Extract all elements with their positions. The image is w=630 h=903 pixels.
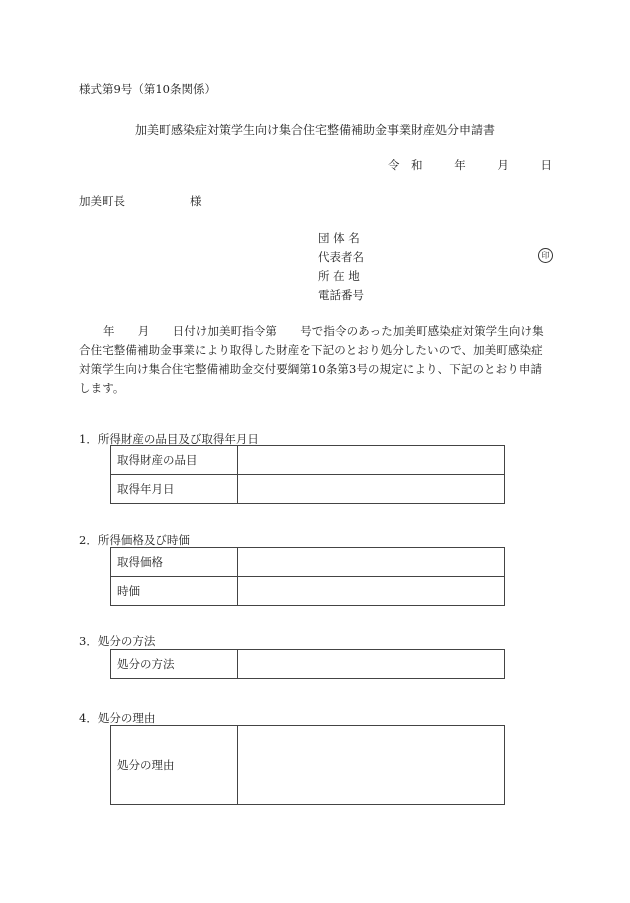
value-cell[interactable] (238, 548, 505, 577)
section-4-table (110, 725, 505, 805)
addressee-honorific: 様 (190, 194, 202, 208)
section-1-table (110, 445, 505, 504)
date-era: 令 和 (388, 158, 423, 172)
row-label: 処分の方法 (111, 650, 238, 679)
section-3-table (110, 649, 505, 679)
applicant-rep-label: 代表者名 (318, 250, 364, 264)
section-1-title: 1．所得財産の品目及び取得年月日 (79, 432, 259, 446)
section-2-table (110, 547, 505, 606)
row-label: 取得年月日 (111, 475, 238, 504)
value-cell[interactable] (238, 577, 505, 606)
value-cell[interactable] (238, 446, 505, 475)
date-month: 月 (497, 158, 509, 172)
row-label: 時価 (111, 577, 238, 606)
applicant-group-label: 団 体 名 (318, 231, 360, 245)
date-day: 日 (540, 158, 552, 172)
applicant-address-label: 所 在 地 (318, 269, 360, 283)
document-title: 加美町感染症対策学生向け集合住宅整備補助金事業財産処分申請書 (134, 123, 495, 137)
date-year: 年 (454, 158, 466, 172)
body-text: 年 月 日付け加美町指令第 号で指令のあった加美町感染症対策学生向け集合住宅整備補助金事業により取得した財産を下記のとおり処分したいので、加美町感染症対策学生向け集合住宅整備補助金交付要綱第10条第3号の規定により、下記のとおり申請します。 (79, 324, 544, 395)
row-label: 取得財産の品目 (111, 446, 238, 475)
addressee-name: 加美町長 (79, 194, 125, 208)
section-2-title: 2．所得価格及び時価 (79, 533, 190, 547)
value-cell[interactable] (238, 650, 505, 679)
date-line (366, 157, 552, 173)
row-label: 処分の理由 (111, 726, 238, 805)
form-number: 様式第9号（第10条関係） (79, 82, 216, 96)
section-4-title: 4．処分の理由 (79, 711, 156, 725)
value-cell[interactable] (238, 726, 505, 805)
seal-mark: 印 (538, 248, 553, 263)
row-label: 取得価格 (111, 548, 238, 577)
addressee (79, 193, 202, 209)
section-3-title: 3．処分の方法 (79, 634, 156, 648)
value-cell[interactable] (238, 475, 505, 504)
applicant-phone-label: 電話番号 (318, 288, 364, 302)
